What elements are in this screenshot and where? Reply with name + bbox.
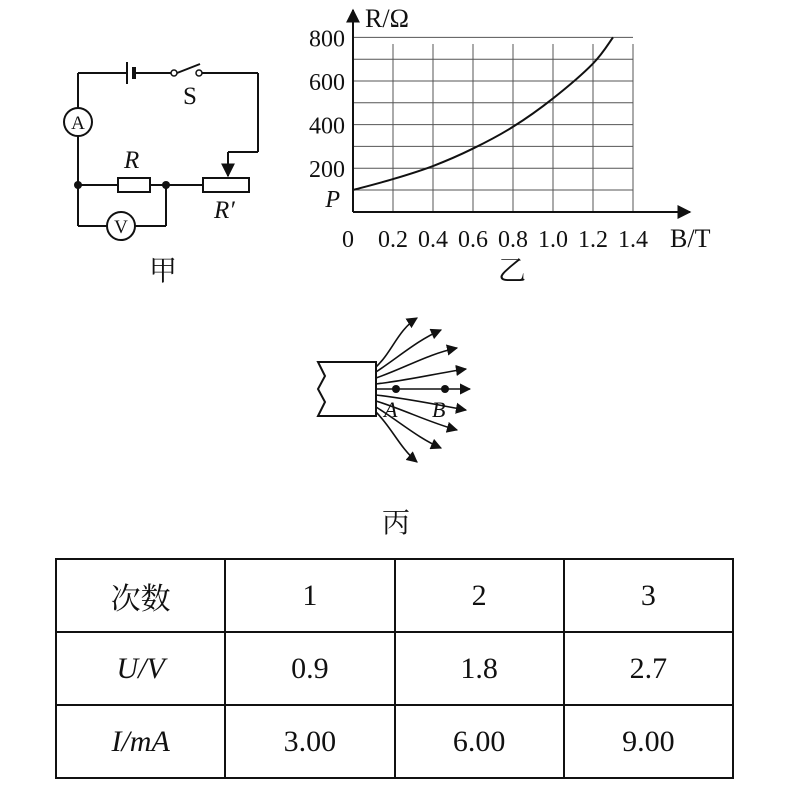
chart-grid bbox=[353, 37, 633, 212]
resistor-r bbox=[118, 178, 150, 192]
table-cell: 6.00 bbox=[395, 705, 564, 778]
resistor-label: R bbox=[124, 147, 140, 174]
ammeter-label: A bbox=[71, 113, 85, 134]
y-tick-label: 400 bbox=[309, 113, 345, 140]
field-line bbox=[376, 369, 466, 384]
table-row bbox=[56, 632, 733, 705]
x-tick-label: 0.2 bbox=[378, 227, 408, 253]
x-tick-label: 1.2 bbox=[578, 227, 608, 253]
y-tick-label: 600 bbox=[309, 70, 345, 96]
voltmeter-label: V bbox=[114, 217, 128, 238]
table-header-cell: 3 bbox=[564, 559, 733, 632]
rheostat-r-prime bbox=[203, 178, 249, 192]
table-row bbox=[56, 705, 733, 778]
y-tick-label: 800 bbox=[309, 26, 345, 53]
x-tick-label: 0.8 bbox=[498, 227, 528, 253]
table-cell: 2.7 bbox=[564, 632, 733, 705]
y-axis-label: R/Ω bbox=[365, 4, 409, 33]
magnet-pole bbox=[318, 362, 376, 416]
switch-contact bbox=[171, 70, 177, 76]
table-cell: 3.00 bbox=[225, 705, 394, 778]
point-a-label: A bbox=[384, 397, 398, 422]
table-header-row bbox=[56, 559, 733, 632]
table-header-cell: 1 bbox=[225, 559, 394, 632]
data-table bbox=[55, 558, 734, 779]
point-b-dot bbox=[441, 385, 449, 393]
y-tick-label: 200 bbox=[309, 157, 345, 184]
chart-caption: 乙 bbox=[497, 256, 527, 287]
point-a-dot bbox=[392, 385, 400, 393]
switch-contact bbox=[196, 70, 202, 76]
r-b-chart bbox=[309, 4, 711, 287]
x-tick-label: 1.4 bbox=[618, 227, 648, 253]
point-b-label: B bbox=[432, 397, 446, 422]
junction-dot bbox=[162, 181, 170, 189]
table-cell: 9.00 bbox=[564, 705, 733, 778]
point-p-label: P bbox=[325, 187, 340, 213]
table-header-cell: 2 bbox=[395, 559, 564, 632]
circuit-caption: 甲 bbox=[148, 256, 178, 287]
x-axis-label: B/T bbox=[670, 224, 711, 253]
rheostat-label: R′ bbox=[214, 197, 235, 224]
table-row-label: U/V bbox=[56, 632, 225, 705]
table-row-label: I/mA bbox=[56, 705, 225, 778]
table-header-label: 次数 bbox=[56, 559, 225, 632]
origin-label: 0 bbox=[342, 227, 354, 253]
table-cell: 0.9 bbox=[225, 632, 394, 705]
switch-label: S bbox=[183, 83, 197, 110]
field-caption: 丙 bbox=[381, 508, 411, 539]
junction-dot bbox=[74, 181, 82, 189]
x-tick-label: 0.6 bbox=[458, 227, 488, 253]
series-line bbox=[353, 37, 613, 190]
table-cell: 1.8 bbox=[395, 632, 564, 705]
field-line bbox=[376, 318, 417, 367]
x-tick-label: 0.4 bbox=[418, 227, 448, 253]
x-tick-label: 1.0 bbox=[538, 227, 568, 253]
